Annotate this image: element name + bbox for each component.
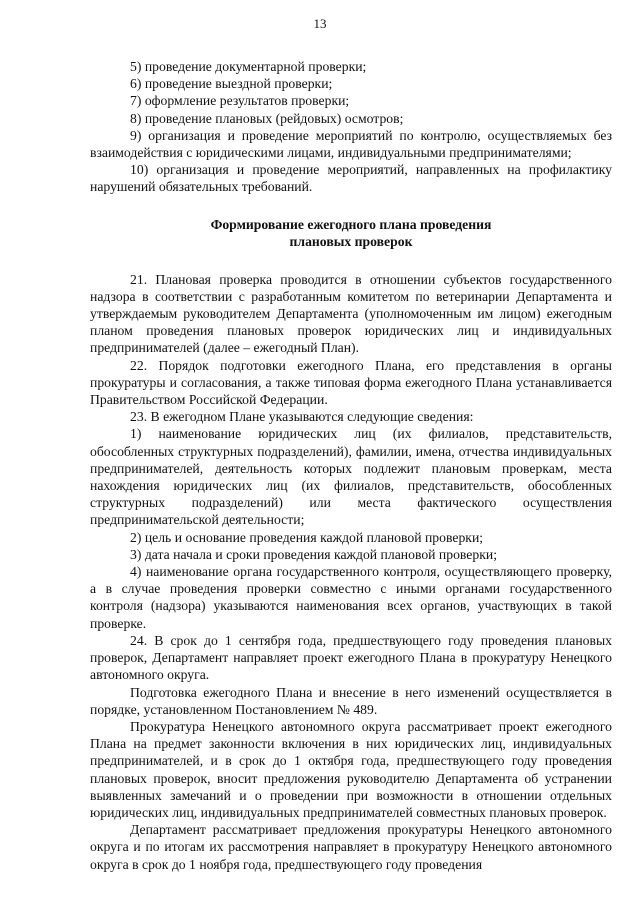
list-item: 7) оформление результатов проверки;	[130, 93, 350, 109]
paragraph: 21. Плановая проверка проводится в отношении субъектов государственного надзора в соответствии с разработанным комитетом по ветеринарии Департамента и утверждаемым руководителем Департамента (уполномоченным им лицом) ежегодным планом проведения плановых проверок юридических лиц и индивидуальных предпринимателей (далее – ежегодный План).	[90, 271, 612, 356]
page-number: 13	[313, 16, 327, 31]
section-heading	[90, 216, 612, 250]
page-content	[90, 58, 612, 873]
section-heading-line: плановых проверок	[289, 233, 413, 249]
list-item: 10) организация и проведение мероприятий, направленных на профилактику нарушений обязательных требований.	[90, 162, 612, 195]
paragraph: 2) цель и основание проведения каждой плановой проверки;	[130, 529, 484, 545]
paragraph: Подготовка ежегодного Плана и внесение в него изменений осуществляется в порядке, установленном Постановлением № 489.	[90, 684, 612, 717]
list-item: 9) организация и проведение мероприятий по контролю, осуществляемых без взаимодействия с юридическими лицами, индивидуальными предпринимателями;	[90, 127, 612, 161]
paragraph: 3) дата начала и сроки проведения каждой плановой проверки;	[130, 546, 497, 562]
list-item: 5) проведение документарной проверки;	[130, 59, 367, 74]
paragraph: Прокуратура Ненецкого автономного округа рассматривает проект ежегодного Плана на предмет законности включения в них юридических лиц, индивидуальных предпринимателей, и в срок до 1 октября года, предшествующего году проведения плановых проверок, вносит предложения руководителю Департамента об устранении выявленных замечаний и о проведении при возможности в отношении отдельных юридических лиц, индивидуальных предпринимателей совместных плановых проверок.	[90, 718, 612, 820]
paragraph: 23. В ежегодном Плане указываются следующие сведения:	[130, 409, 474, 425]
paragraph: 1) наименование юридических лиц (их филиалов, представительств, обособленных структурных подразделений), фамилии, имена, отчества индивидуальных предпринимателей, деятельность которых подлежит плановым проверкам, места нахождения юридических лиц (их филиалов, представительств, обособленных структурных подразделений) или места фактического осуществления предпринимательской деятельности;	[90, 426, 612, 528]
section-heading-line: Формирование ежегодного плана проведения	[210, 216, 492, 232]
paragraph: Департамент рассматривает предложения прокуратуры Ненецкого автономного округа и по итогам их рассмотрения направляет в прокуратуру Ненецкого автономного округа в срок до 1 ноября года, предшествующего году проведения	[90, 822, 612, 872]
paragraph: 22. Порядок подготовки ежегодного Плана, его представления в органы прокуратуры и согласования, а также типовая форма ежегодного Плана устанавливается Правительством Российской Федерации.	[90, 357, 612, 408]
paragraph: 24. В срок до 1 сентября года, предшествующего году проведения плановых проверок, Департамент направляет проект ежегодного Плана в прокуратуру Ненецкого автономного округа.	[90, 632, 612, 683]
list-item: 6) проведение выездной проверки;	[130, 76, 333, 92]
list-item: 8) проведение плановых (рейдовых) осмотров;	[130, 110, 404, 126]
paragraph: 4) наименование органа государственного контроля, осуществляющего проверку, а в случае проведения проверки совместно с иными органами государственного контроля (надзора) указываются наименования всех органов, участвующих в такой проверке.	[90, 564, 612, 631]
